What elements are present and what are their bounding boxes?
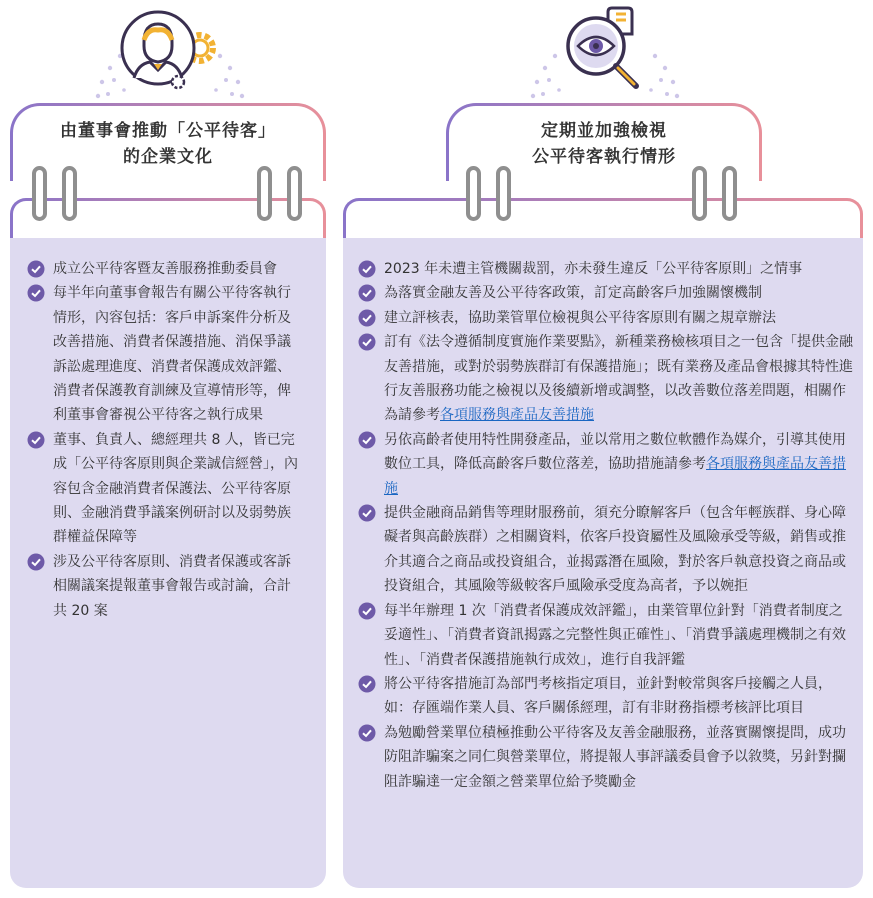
item-text: 每半年向董事會報告有關公平待客執行情形，內容包括：客戶申訴案件分析及改善措施、消費者保護措施、消保爭議訴訟處理進度、消費者保護成效評鑑、消費者保護教育訓練及宣導情形等，俾利董事會審視公平待客之執行成果 [53, 285, 291, 424]
item-text: 涉及公平待客原則、消費者保護或客訴相關議案提報董事會報告或討論，合計共 20 案 [53, 553, 291, 619]
left-item-list [27, 257, 303, 623]
left-card [0, 0, 340, 898]
check-circle-icon [358, 333, 376, 351]
check-circle-icon [27, 553, 45, 571]
right-tab-box [343, 198, 863, 238]
check-circle-icon [27, 431, 45, 449]
left-title-line1: 由董事會推動「公平待客」 [60, 120, 276, 141]
right-title-line1: 定期並加強檢視 [541, 120, 667, 141]
check-circle-icon [27, 260, 45, 278]
item-text: 另依高齡者使用特性開發產品，並以常用之數位軟體作為媒介，引導其使用數位工具，降低高齡客戶數位落差，協助措施請參考 [384, 431, 846, 473]
binder-ring [496, 166, 511, 221]
binder-ring [32, 166, 47, 221]
binder-ring [62, 166, 77, 221]
right-title-box [446, 103, 762, 181]
list-item [358, 599, 853, 672]
item-text: 成立公平待客暨友善服務推動委員會 [53, 261, 277, 277]
list-item [358, 428, 853, 501]
list-item [358, 721, 853, 794]
item-text: 訂有《法令遵循制度實施作業要點》，新種業務檢核項目之一包含「提供金融友善措施，或對於弱勢族群訂有保護措施」；既有業務及產品會根據其特性進行友善服務功能之檢視以及後續新增或調整，以改善數位落差問題，相關作為請參考 [384, 334, 853, 424]
list-item [358, 672, 853, 721]
left-title-line2: 的企業文化 [123, 146, 213, 167]
item-text: 將公平待客措施訂為部門考核指定項目，並針對較常與客戶接觸之人員，如：存匯端作業人員、客戶關係經理，訂有非財務指標考核評比項目 [384, 675, 832, 717]
list-item [27, 550, 303, 623]
item-text: 為勉勵營業單位積極推動公平待客及友善金融服務，並落實關懷提問，成功防阻詐騙案之同仁與營業單位，將提報人事評議委員會予以敘獎，另針對攔阻詐騙達一定金額之營業單位給予獎勵金 [384, 724, 846, 790]
list-item [27, 281, 303, 427]
binder-ring [692, 166, 707, 221]
binder-ring [287, 166, 302, 221]
left-title-box [10, 103, 326, 181]
check-circle-icon [358, 284, 376, 302]
list-item [27, 428, 303, 550]
item-text: 提供金融商品銷售等理財服務前，須充分瞭解客戶（包含年輕族群、身心障礙者與高齡族群）之相關資料，依客戶投資屬性及風險承受等級，銷售或推介其適合之商品或投資組合，並揭露潛在風險，對於客戶執意投資之商品或投資組合，其風險等級較客戶風險承受度為高者，予以婉拒 [384, 505, 846, 595]
left-tab-box [10, 198, 326, 238]
item-text: 2023 年未遭主管機關裁罰，亦未發生違反「公平待客原則」之情事 [384, 261, 803, 277]
check-circle-icon [358, 504, 376, 522]
right-item-list [358, 257, 853, 794]
binder-ring [257, 166, 272, 221]
list-item [358, 281, 853, 305]
list-item [27, 257, 303, 281]
check-circle-icon [358, 431, 376, 449]
check-circle-icon [27, 284, 45, 302]
check-circle-icon [358, 309, 376, 327]
friendly-measures-link[interactable]: 各項服務與產品友善措施 [440, 407, 594, 424]
item-text: 為落實金融友善及公平待客政策，訂定高齡客戶加強關懷機制 [384, 285, 762, 302]
list-item [358, 501, 853, 599]
magnifier-eye-icon [562, 4, 662, 100]
check-circle-icon [358, 260, 376, 278]
check-circle-icon [358, 724, 376, 742]
binder-ring [722, 166, 737, 221]
item-text: 建立評核表，協助業管單位檢視與公平待客原則有關之規章辦法 [384, 309, 776, 326]
friendly-measures-link[interactable]: 各項服務與產品友善措施 [384, 456, 846, 497]
right-card [340, 0, 873, 898]
binder-ring [466, 166, 481, 221]
list-item [358, 306, 853, 330]
item-text: 每半年辦理 1 次「消費者保護成效評鑑」，由業管單位針對「消費者制度之妥適性」、「消費者資訊揭露之完整性與正確性」、「消費爭議處理機制之有效性」、「消費者保護措施執行成效」，進行自我評鑑 [384, 602, 846, 668]
person-gear-icon [118, 6, 218, 92]
check-circle-icon [358, 675, 376, 693]
right-title-line2: 公平待客執行情形 [532, 146, 676, 167]
list-item [358, 257, 853, 281]
list-item [358, 330, 853, 428]
check-circle-icon [358, 602, 376, 620]
item-text: 董事、負責人、總經理共 8 人，皆已完成「公平待客原則與企業誠信經營」，內容包含金融消費者保護法、公平待客原則、金融消費爭議案例研討以及弱勢族群權益保障等 [53, 431, 298, 546]
